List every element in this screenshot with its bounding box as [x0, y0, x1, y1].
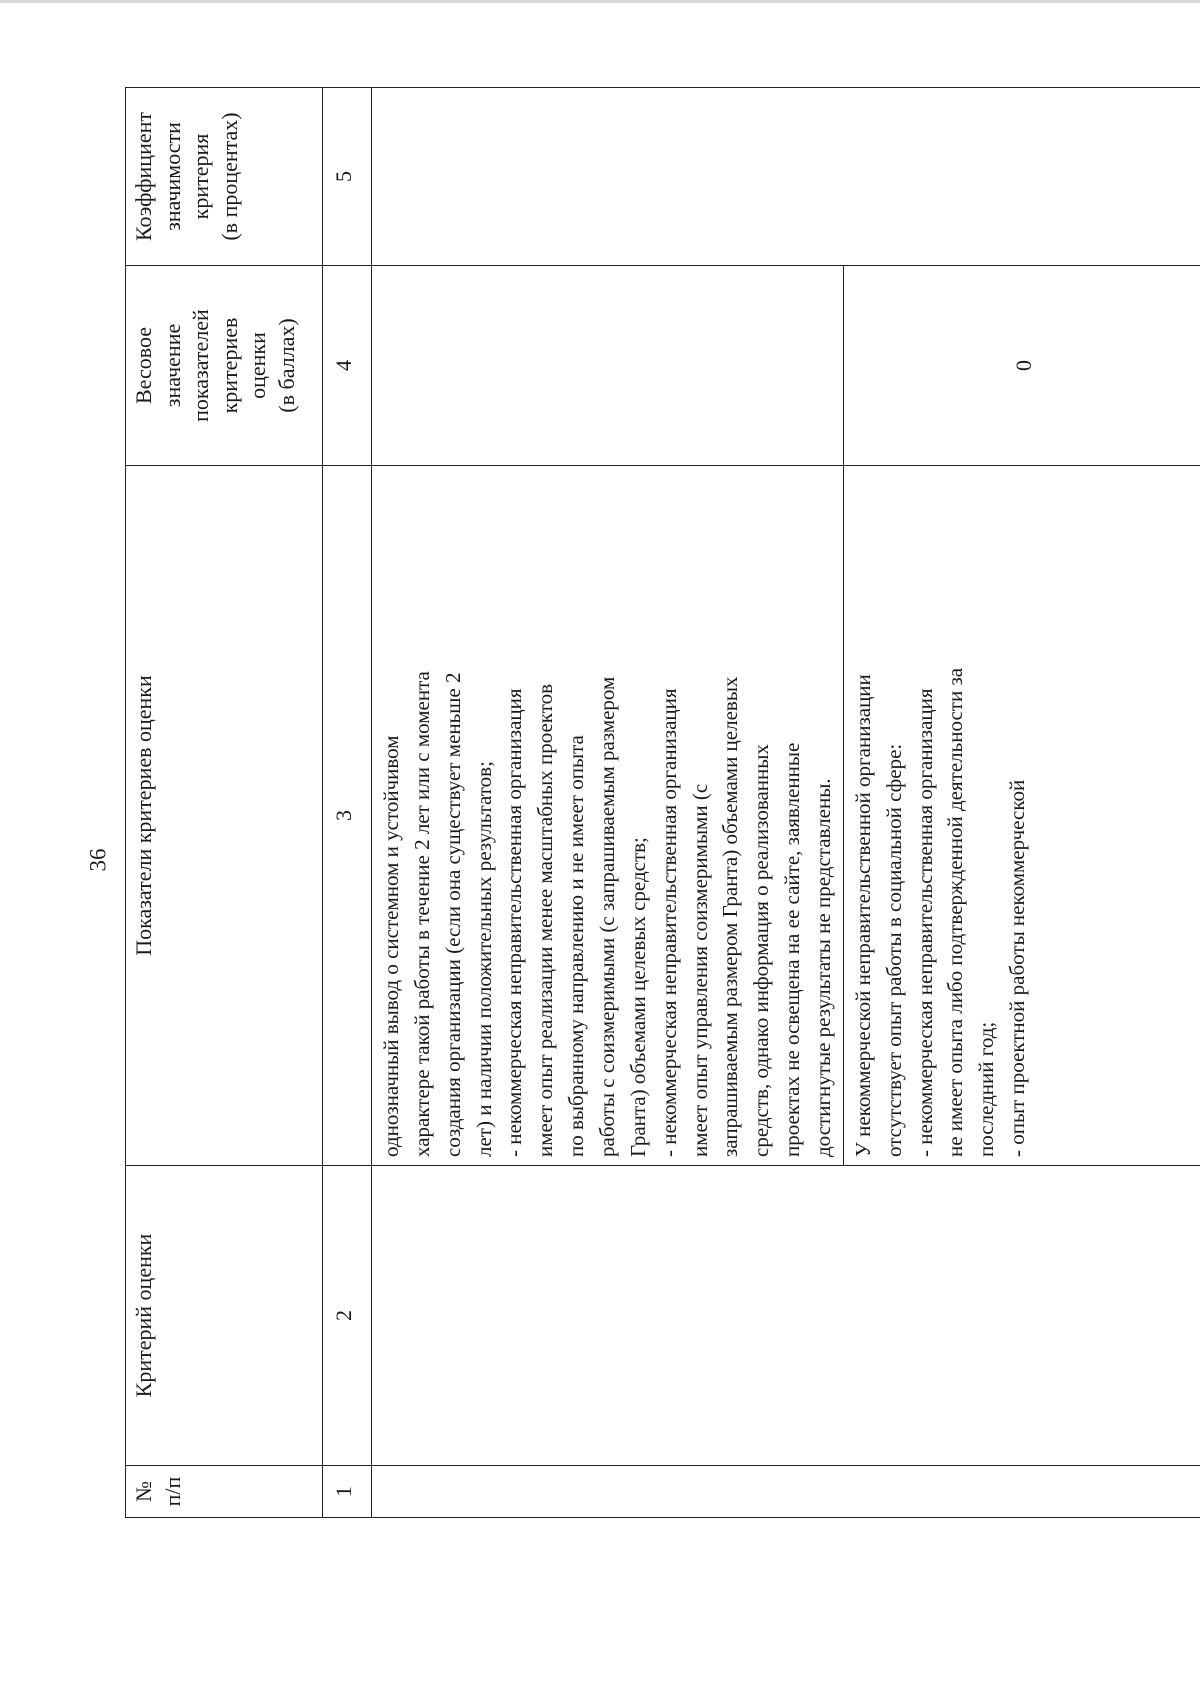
- cell-weight: 0: [843, 266, 1200, 466]
- indicator-line: - некоммерческая неправительственная организация: [912, 688, 937, 1157]
- indicator-line: характере такой работы в течение 2 лет или с момента: [409, 671, 434, 1157]
- indicator-line: запрашиваемым размером Гранта) объемами целевых: [718, 676, 743, 1157]
- cell-criterion: [372, 1166, 1200, 1466]
- header-coef-line: (в процентах): [216, 112, 242, 241]
- criteria-table: [125, 87, 1200, 1518]
- indicator-line: не имеет опыта либо подтвержденной деятельности за: [943, 667, 968, 1157]
- page-number: [78, 830, 118, 890]
- indicator-line: имеет опыт реализации менее масштабных проектов: [533, 683, 558, 1157]
- cell-weight: [372, 266, 844, 466]
- cell-indicators: [843, 466, 1200, 1166]
- indicator-line: достигнутые результаты не представлены.: [811, 778, 836, 1157]
- rotated-content: [125, 88, 1125, 1518]
- header-weight-line: критериев: [216, 317, 242, 414]
- indicator-line: создания организации (если она существует меньше 2: [440, 672, 465, 1157]
- indicator-line: однозначный вывод о системном и устойчивом: [379, 735, 403, 1157]
- header-coef-line: Коэффициент: [131, 112, 156, 242]
- indicator-line: отсутствует опыт работы в социальной сфере:: [881, 743, 906, 1157]
- header-weight-line: значение: [159, 323, 185, 408]
- indicator-line: по выбранному направлению и не имеет опыта: [564, 735, 589, 1157]
- cell-coef: [372, 88, 1200, 266]
- header-weight-line: (в баллах): [273, 318, 299, 413]
- column-number: 3: [323, 466, 372, 1166]
- header-coef-line: значимости: [159, 122, 185, 231]
- indicator-line: - некоммерческая неправительственная организация: [502, 688, 527, 1157]
- indicator-line: средств, однако информация о реализованных: [749, 744, 774, 1157]
- indicator-line: - опыт проектной работы некоммерческой: [1005, 779, 1030, 1157]
- rotated-table-frame: [125, 88, 1125, 1518]
- cell-num: [372, 1466, 1200, 1518]
- header-criterion: Критерий оценки: [126, 1166, 323, 1466]
- table-header-row: [126, 88, 323, 1518]
- column-number: 2: [323, 1166, 372, 1466]
- scan-top-edge: [0, 0, 1200, 3]
- column-number-row: [323, 88, 372, 1518]
- indicator-line: У некоммерческой неправительственной организации: [850, 674, 875, 1157]
- indicator-line: работы с соизмеримыми (с запрашиваемым размером: [595, 676, 620, 1157]
- header-num: № п/п: [126, 1466, 323, 1518]
- cell-indicators: [372, 466, 844, 1166]
- header-coef-line: критерия: [188, 133, 214, 220]
- header-weight-line: оценки: [245, 332, 271, 399]
- table-row: [372, 88, 844, 1518]
- header-weight: [126, 266, 323, 466]
- header-weight-line: показателей: [188, 309, 214, 422]
- header-coef: [126, 88, 323, 266]
- column-number: 1: [323, 1466, 372, 1518]
- indicator-line: - некоммерческая неправительственная организация: [656, 688, 681, 1157]
- header-indicators: Показатели критериев оценки: [126, 466, 323, 1166]
- indicator-line: лет) и наличии положительных результатов;: [471, 761, 496, 1157]
- column-number: 4: [323, 266, 372, 466]
- indicator-line: Гранта) объемами целевых средств;: [625, 837, 650, 1157]
- indicator-line: проектах не освещена на ее сайте, заявленные: [780, 742, 805, 1157]
- column-number: 5: [323, 88, 372, 266]
- header-weight-line: Весовое: [131, 326, 156, 405]
- page-number-text: 36: [85, 848, 110, 872]
- indicator-line: последний год;: [974, 1021, 999, 1157]
- indicator-line: имеет опыт управления соизмеримыми (с: [687, 783, 712, 1157]
